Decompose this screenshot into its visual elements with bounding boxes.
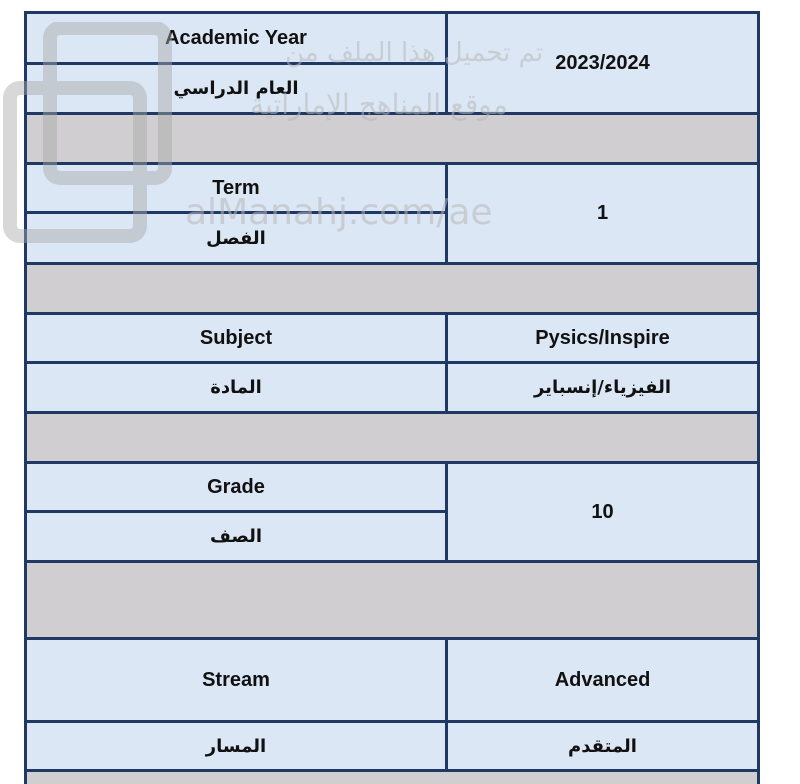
academic-year-label-ar: العام الدراسي (27, 65, 445, 112)
watermark-line-2: موقع المناهج الإماراتية (250, 88, 508, 121)
term-value: 1 (448, 165, 757, 262)
term-label-en: Term (27, 165, 445, 211)
academic-year-label-en: Academic Year (27, 14, 445, 62)
subject-label-en: Subject (27, 315, 445, 361)
academic-year-value: 2023/2024 (448, 14, 757, 112)
grade-label-ar: الصف (27, 513, 445, 560)
watermark-site: alManahj.com/ae (185, 192, 493, 233)
stream-value-ar: المتقدم (448, 723, 757, 769)
stream-value-en: Advanced (448, 640, 757, 720)
grade-label-en: Grade (27, 464, 445, 510)
grade-value: 10 (448, 464, 757, 560)
watermark-line-1: تم تحميل هذا الملف من (285, 38, 544, 68)
separator-row (27, 563, 757, 637)
subject-label-ar: المادة (27, 364, 445, 411)
separator-row (27, 115, 757, 162)
stream-label-ar: المسار (27, 723, 445, 769)
separator-row (27, 414, 757, 461)
subject-value-ar: الفيزياء/إنسباير (448, 364, 757, 411)
term-label-ar: الفصل (27, 214, 445, 262)
separator-row (27, 772, 757, 784)
separator-row (27, 265, 757, 312)
info-table (24, 11, 760, 784)
stream-label-en: Stream (27, 640, 445, 720)
subject-value-en: Pysics/Inspire (448, 315, 757, 361)
